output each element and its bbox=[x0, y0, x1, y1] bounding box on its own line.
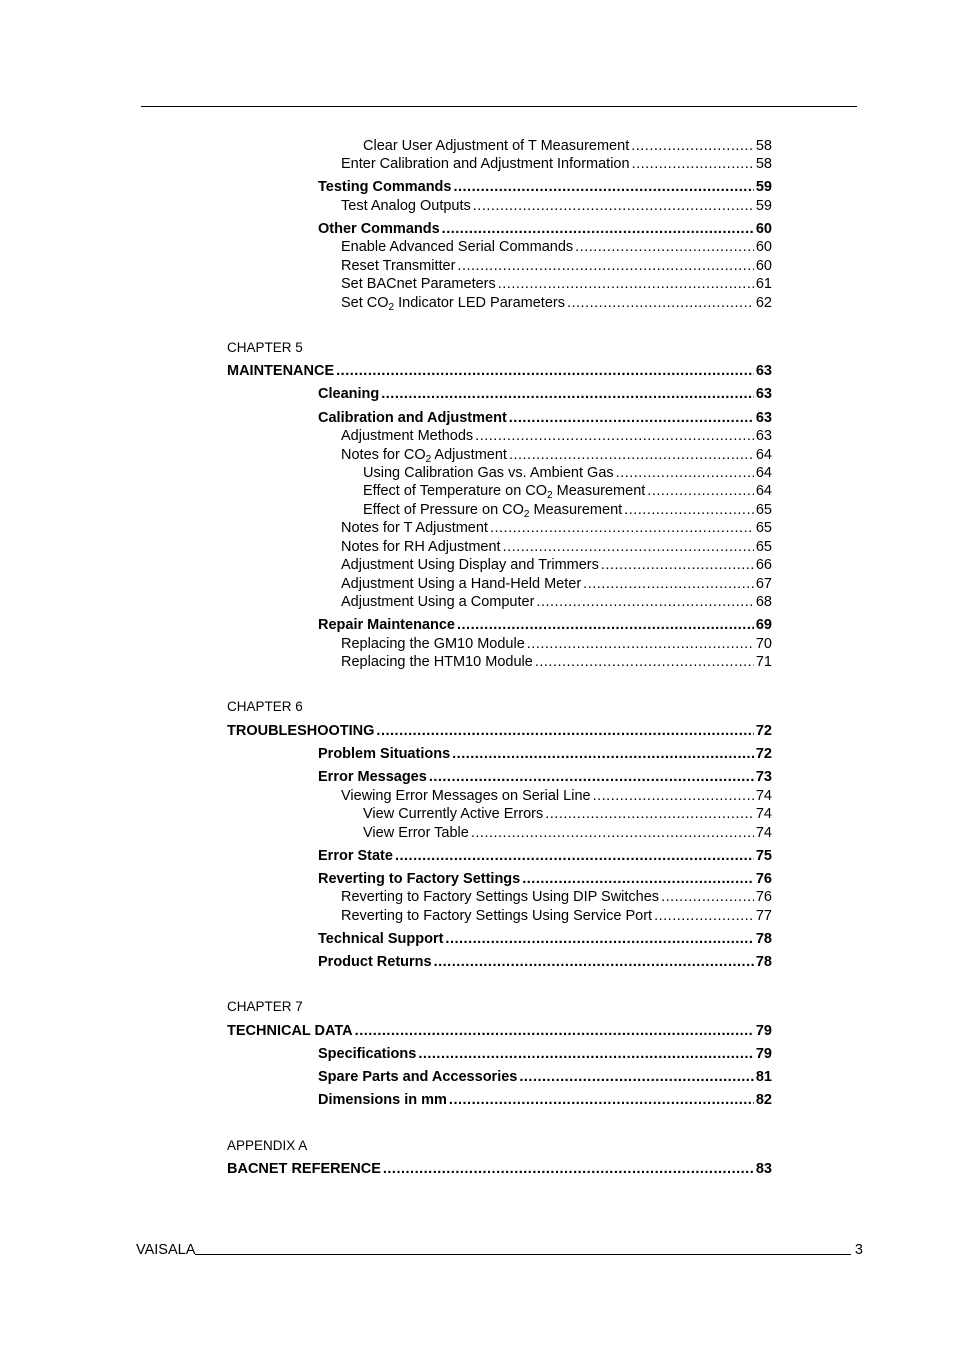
toc-entry-title-rest: Measurement bbox=[529, 502, 623, 518]
toc-entry-title-text: Product Returns bbox=[318, 954, 432, 970]
toc-entry[interactable] bbox=[363, 463, 772, 482]
toc-entry-title bbox=[341, 539, 501, 556]
toc-entry-page: 81 bbox=[755, 1069, 772, 1085]
toc-entry-title bbox=[341, 276, 496, 293]
toc-entry-title bbox=[341, 788, 591, 805]
toc-entry-title bbox=[227, 1023, 353, 1040]
dot-leader bbox=[429, 769, 754, 786]
toc-entry[interactable] bbox=[341, 786, 772, 805]
dot-leader bbox=[616, 465, 754, 482]
toc-entry[interactable] bbox=[318, 219, 772, 238]
toc-entry-title bbox=[341, 908, 652, 925]
dot-leader bbox=[434, 954, 754, 971]
dot-leader bbox=[449, 1092, 754, 1109]
toc-entry-title bbox=[341, 557, 599, 574]
toc-entry[interactable] bbox=[341, 634, 772, 653]
toc-entry-title-text: Using Calibration Gas vs. Ambient Gas bbox=[363, 465, 614, 481]
toc-entry-title-text: Replacing the HTM10 Module bbox=[341, 654, 533, 670]
toc-entry-title bbox=[318, 931, 443, 948]
chapter-label: CHAPTER 6 bbox=[227, 699, 303, 714]
toc-entry-page: 63 bbox=[755, 363, 772, 379]
dot-leader bbox=[536, 594, 753, 611]
toc-entry-title bbox=[227, 723, 374, 740]
toc-entry[interactable] bbox=[363, 804, 772, 823]
toc-entry[interactable] bbox=[363, 481, 772, 500]
toc-entry-title bbox=[341, 889, 659, 906]
dot-leader bbox=[471, 825, 754, 842]
toc-entry-page: 65 bbox=[755, 520, 772, 536]
toc-entry-page: 60 bbox=[755, 258, 772, 274]
dot-leader bbox=[509, 410, 754, 427]
dot-leader bbox=[452, 746, 754, 763]
toc-entry-title-text: Notes for CO bbox=[341, 447, 426, 463]
toc-entry[interactable] bbox=[363, 823, 772, 842]
toc-entry-page: 70 bbox=[755, 636, 772, 652]
footer-page-number: 3 bbox=[854, 1242, 863, 1258]
toc-entry-title-text: Set BACnet Parameters bbox=[341, 276, 496, 292]
toc-entry[interactable] bbox=[341, 256, 772, 275]
toc-entry[interactable] bbox=[227, 721, 772, 740]
toc-entry-title-text: Adjustment Using a Computer bbox=[341, 594, 535, 610]
toc-entry-title-text: Specifications bbox=[318, 1046, 417, 1062]
dot-leader bbox=[624, 502, 754, 519]
toc-entry-title bbox=[341, 520, 488, 537]
dot-leader bbox=[631, 138, 754, 155]
toc-entry-title bbox=[363, 465, 614, 482]
toc-entry-title bbox=[341, 258, 455, 275]
dot-leader bbox=[503, 539, 754, 556]
dot-leader bbox=[575, 239, 754, 256]
toc-entry-page: 60 bbox=[755, 221, 772, 237]
dot-leader bbox=[383, 1161, 754, 1178]
toc-entry-title bbox=[341, 295, 565, 312]
toc-entry-title bbox=[318, 769, 427, 786]
toc-entry[interactable] bbox=[341, 555, 772, 574]
toc-entry-title-text: Calibration and Adjustment bbox=[318, 410, 507, 426]
toc-entry-page: 74 bbox=[755, 825, 772, 841]
toc-entry-title bbox=[227, 1161, 381, 1178]
toc-entry-title bbox=[341, 156, 630, 173]
toc-entry-title bbox=[341, 576, 581, 593]
dot-leader bbox=[654, 908, 754, 925]
toc-entry-page: 76 bbox=[755, 889, 772, 905]
toc-entry-title bbox=[363, 806, 543, 823]
toc-entry[interactable] bbox=[318, 1044, 772, 1063]
toc-entry[interactable] bbox=[318, 929, 772, 948]
toc-entry[interactable] bbox=[318, 869, 772, 888]
dot-leader bbox=[498, 276, 754, 293]
toc-entry-title bbox=[341, 594, 534, 611]
footer-brand: VAISALA bbox=[136, 1242, 196, 1258]
dot-leader bbox=[475, 428, 754, 445]
toc-entry-title bbox=[363, 138, 629, 155]
toc-entry-title-text: Notes for RH Adjustment bbox=[341, 539, 501, 555]
toc-entry-page: 78 bbox=[755, 931, 772, 947]
toc-entry[interactable] bbox=[341, 445, 772, 464]
toc-entry-page: 64 bbox=[755, 483, 772, 499]
toc-entry-title-text: Viewing Error Messages on Serial Line bbox=[341, 788, 591, 804]
toc-entry-title-text: Adjustment Methods bbox=[341, 428, 474, 444]
toc-entry-title-text: Problem Situations bbox=[318, 746, 451, 762]
dot-leader bbox=[418, 1046, 754, 1063]
toc-entry-page: 83 bbox=[755, 1161, 772, 1177]
toc-entry[interactable] bbox=[341, 537, 772, 556]
toc-entry-page: 76 bbox=[755, 871, 772, 887]
toc-entry-title-text: Test Analog Outputs bbox=[341, 198, 471, 214]
toc-entry-page: 82 bbox=[755, 1092, 772, 1108]
subscript: 2 bbox=[425, 454, 432, 465]
toc-entry-page: 67 bbox=[755, 576, 772, 592]
toc-entry-page: 74 bbox=[755, 806, 772, 822]
toc-entry[interactable] bbox=[318, 408, 772, 427]
toc-entry[interactable] bbox=[341, 592, 772, 611]
toc-entry[interactable] bbox=[341, 887, 772, 906]
toc-entry-page: 60 bbox=[755, 239, 772, 255]
toc-entry[interactable] bbox=[341, 196, 772, 215]
toc-entry-title bbox=[318, 954, 432, 971]
dot-leader bbox=[473, 198, 754, 215]
toc-entry-title bbox=[318, 221, 440, 238]
toc-entry-page: 72 bbox=[755, 746, 772, 762]
toc-entry-title bbox=[318, 1092, 447, 1109]
toc-entry[interactable] bbox=[341, 274, 772, 293]
toc-entry-title bbox=[318, 1069, 517, 1086]
toc-entry-title-rest: Indicator LED Parameters bbox=[394, 295, 565, 311]
toc-entry-page: 63 bbox=[755, 428, 772, 444]
toc-entry-title bbox=[341, 447, 507, 464]
toc-entry-title-rest: Measurement bbox=[552, 483, 646, 499]
toc-entry[interactable] bbox=[227, 361, 772, 380]
toc-entry-page: 79 bbox=[755, 1023, 772, 1039]
dot-leader bbox=[355, 1023, 754, 1040]
dot-leader bbox=[647, 483, 754, 500]
toc-entry[interactable] bbox=[318, 384, 772, 403]
toc-entry-title-text: Cleaning bbox=[318, 386, 380, 402]
dot-leader bbox=[381, 386, 754, 403]
toc-entry[interactable] bbox=[318, 177, 772, 196]
dot-leader bbox=[661, 889, 754, 906]
dot-leader bbox=[445, 931, 753, 948]
dot-leader bbox=[457, 617, 754, 634]
toc-entry-title-text: Error State bbox=[318, 848, 393, 864]
toc-entry-title bbox=[318, 617, 455, 634]
toc-entry-title bbox=[318, 179, 451, 196]
toc-entry-title-rest: Adjustment bbox=[431, 447, 507, 463]
dot-leader bbox=[632, 156, 754, 173]
toc-entry-page: 72 bbox=[755, 723, 772, 739]
toc-entry[interactable] bbox=[341, 652, 772, 671]
subscript: 2 bbox=[547, 490, 553, 501]
toc-entry-title-text: Adjustment Using Display and Trimmers bbox=[341, 557, 599, 573]
toc-entry-title bbox=[341, 198, 471, 215]
toc-entry-title-text: Dimensions in mm bbox=[318, 1092, 447, 1108]
toc-entry-page: 58 bbox=[755, 156, 772, 172]
dot-leader bbox=[583, 576, 754, 593]
toc-entry[interactable] bbox=[363, 500, 772, 519]
toc-entry-title-text: Clear User Adjustment of T Measurement bbox=[363, 138, 630, 154]
toc-entry-title-text: View Currently Active Errors bbox=[363, 806, 544, 822]
toc-entry-title-text: TROUBLESHOOTING bbox=[227, 723, 375, 739]
toc-entry-title-text: Testing Commands bbox=[318, 179, 452, 195]
toc-entry-page: 69 bbox=[755, 617, 772, 633]
dot-leader bbox=[336, 363, 754, 380]
dot-leader bbox=[527, 636, 754, 653]
toc-entry-page: 78 bbox=[755, 954, 772, 970]
toc-entry-page: 79 bbox=[755, 1046, 772, 1062]
toc-entry-title-text: Adjustment Using a Hand-Held Meter bbox=[341, 576, 582, 592]
chapter-label: APPENDIX A bbox=[227, 1138, 308, 1153]
toc-entry-title-text: Technical Support bbox=[318, 931, 444, 947]
toc-entry-title-text: Reverting to Factory Settings Using DIP Switches bbox=[341, 889, 660, 905]
toc-entry-title bbox=[318, 871, 520, 888]
dot-leader bbox=[453, 179, 753, 196]
toc-entry-title-text: BACNET REFERENCE bbox=[227, 1161, 381, 1177]
toc-entry-title-text: Effect of Pressure on CO bbox=[363, 502, 524, 518]
toc-entry[interactable] bbox=[318, 744, 772, 763]
toc-entry-title-text: Effect of Temperature on CO bbox=[363, 483, 548, 499]
toc-entry-page: 75 bbox=[755, 848, 772, 864]
dot-leader bbox=[593, 788, 754, 805]
toc-entry-title-text: Replacing the GM10 Module bbox=[341, 636, 525, 652]
chapter-label: CHAPTER 5 bbox=[227, 340, 303, 355]
toc-entry-title bbox=[363, 483, 645, 500]
toc-entry[interactable] bbox=[341, 237, 772, 256]
toc-entry-title-text: Notes for T Adjustment bbox=[341, 520, 488, 536]
toc-entry-page: 63 bbox=[755, 410, 772, 426]
toc-entry[interactable] bbox=[341, 426, 772, 445]
dot-leader bbox=[545, 806, 754, 823]
toc-entry-title-text: Enable Advanced Serial Commands bbox=[341, 239, 574, 255]
dot-leader bbox=[442, 221, 754, 238]
toc-entry-title bbox=[318, 410, 507, 427]
toc-entry-page: 59 bbox=[755, 198, 772, 214]
toc-entry[interactable] bbox=[318, 767, 772, 786]
toc-entry-title-text: View Error Table bbox=[363, 825, 469, 841]
page-footer bbox=[136, 1238, 863, 1258]
toc-entry-title-text: Error Messages bbox=[318, 769, 427, 785]
toc-entry[interactable] bbox=[341, 574, 772, 593]
toc-entry-page: 65 bbox=[755, 539, 772, 555]
toc-entry-title bbox=[341, 654, 533, 671]
toc-entry-title bbox=[363, 502, 622, 519]
dot-leader bbox=[490, 520, 754, 537]
toc-entry-title-text: Reverting to Factory Settings Using Service Port bbox=[341, 908, 653, 924]
toc-entry-title-text: Spare Parts and Accessories bbox=[318, 1069, 518, 1085]
dot-leader bbox=[535, 654, 754, 671]
toc-entry-title bbox=[363, 825, 469, 842]
toc-entry-title-text: Set CO bbox=[341, 295, 389, 311]
dot-leader bbox=[457, 258, 753, 275]
toc-entry-title bbox=[318, 848, 393, 865]
subscript: 2 bbox=[523, 509, 530, 520]
dot-leader bbox=[601, 557, 754, 574]
toc-entry-page: 64 bbox=[755, 465, 772, 481]
toc-entry[interactable] bbox=[318, 1067, 772, 1086]
toc-entry-title bbox=[341, 428, 473, 445]
toc-entry[interactable] bbox=[318, 952, 772, 971]
toc-entry[interactable] bbox=[341, 906, 772, 925]
toc-entry-title bbox=[318, 386, 379, 403]
toc-entry[interactable] bbox=[318, 615, 772, 634]
toc-entry-title-text: Repair Maintenance bbox=[318, 617, 455, 633]
toc-entry-page: 58 bbox=[755, 138, 772, 154]
toc-entry[interactable] bbox=[227, 1159, 772, 1178]
toc-entry-page: 68 bbox=[755, 594, 772, 610]
toc-entry-page: 65 bbox=[755, 502, 772, 518]
toc-entry-title-text: Other Commands bbox=[318, 221, 440, 237]
dot-leader bbox=[509, 447, 754, 464]
toc-entry-title bbox=[318, 1046, 416, 1063]
toc-entry[interactable] bbox=[318, 1090, 772, 1109]
dot-leader bbox=[395, 848, 754, 865]
toc-entry-title-text: Reverting to Factory Settings bbox=[318, 871, 521, 887]
toc-entry[interactable] bbox=[341, 293, 772, 312]
toc-entry-title bbox=[227, 363, 334, 380]
toc-entry-title-text: Reset Transmitter bbox=[341, 258, 456, 274]
toc-entry-title bbox=[318, 746, 450, 763]
toc-entry[interactable] bbox=[227, 1021, 772, 1040]
dot-leader bbox=[567, 295, 754, 312]
toc-entry-page: 74 bbox=[755, 788, 772, 804]
toc-entry[interactable] bbox=[341, 154, 772, 173]
toc-entry-page: 73 bbox=[755, 769, 772, 785]
toc-entry-page: 63 bbox=[755, 386, 772, 402]
toc-entry-page: 61 bbox=[755, 276, 772, 292]
toc-entry-page: 77 bbox=[755, 908, 772, 924]
toc-entry[interactable] bbox=[341, 518, 772, 537]
toc-entry-page: 71 bbox=[755, 654, 772, 670]
subscript: 2 bbox=[388, 302, 395, 313]
toc-entry-title-text: TECHNICAL DATA bbox=[227, 1023, 353, 1039]
dot-leader bbox=[376, 723, 753, 740]
toc-entry-page: 64 bbox=[755, 447, 772, 463]
toc-entry-title-text: Enter Calibration and Adjustment Information bbox=[341, 156, 630, 172]
footer-rule bbox=[195, 1254, 851, 1255]
toc-entry-page: 66 bbox=[755, 557, 772, 573]
chapter-label: CHAPTER 7 bbox=[227, 999, 303, 1014]
toc-entry-page: 62 bbox=[755, 295, 772, 311]
dot-leader bbox=[519, 1069, 754, 1086]
toc-entry-title bbox=[341, 636, 525, 653]
toc-entry-title-text: MAINTENANCE bbox=[227, 363, 335, 379]
toc-entry[interactable] bbox=[318, 846, 772, 865]
toc-entry-title bbox=[341, 239, 573, 256]
toc-entry[interactable] bbox=[363, 136, 772, 155]
toc-entry-page: 59 bbox=[755, 179, 772, 195]
dot-leader bbox=[522, 871, 754, 888]
